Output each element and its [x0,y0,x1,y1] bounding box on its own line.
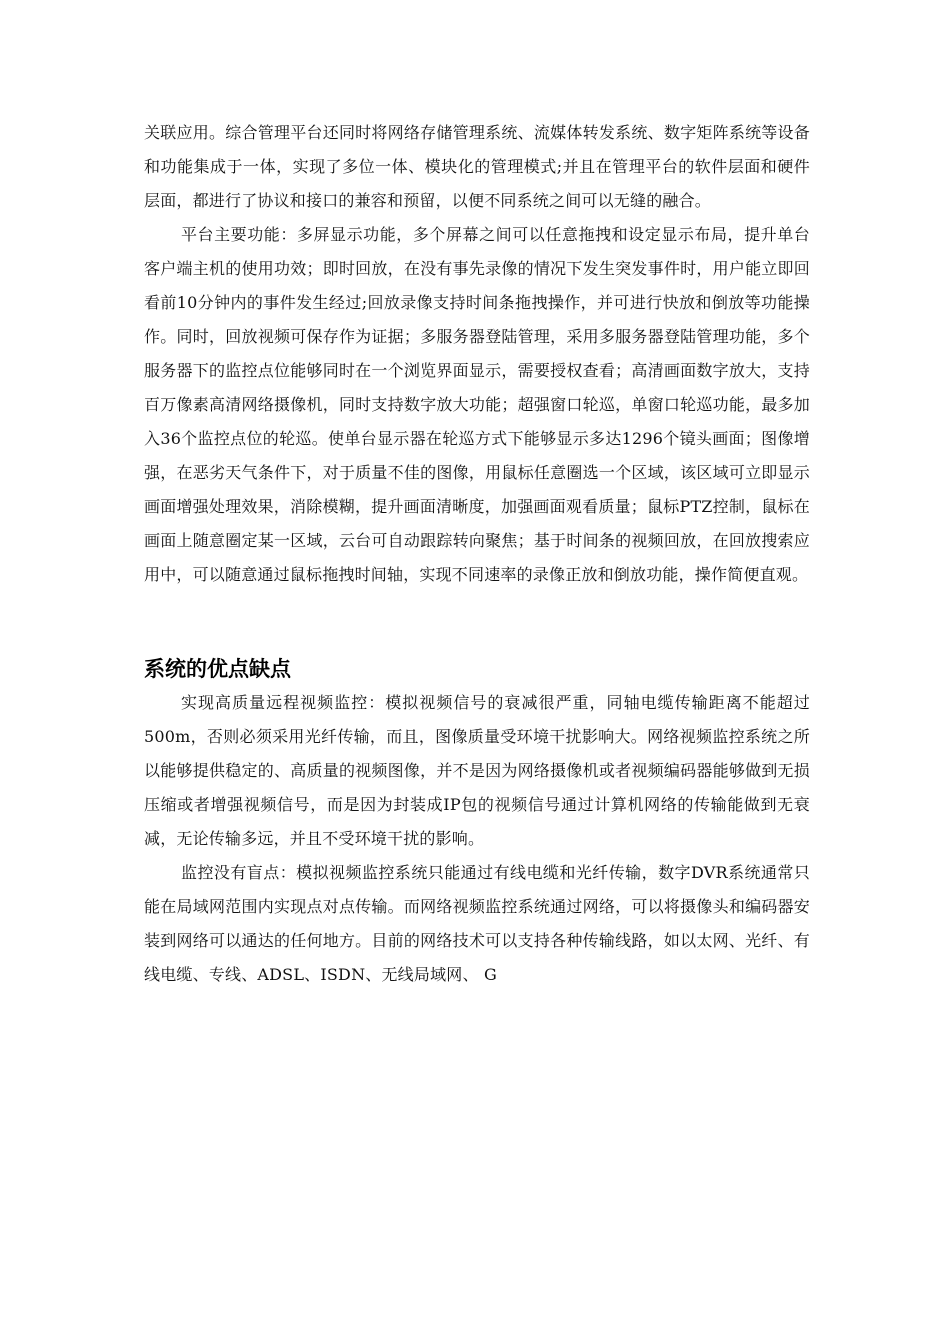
section-heading: 系统的优点缺点 [144,657,291,681]
paragraph-high-quality-monitoring: 实现高质量远程视频监控：模拟视频信号的衰减很严重，同轴电缆传输距离不能超过500m，否则必须采用光纤传输，而且，图像质量受环境干扰影响大。网络视频监控系统之所以能够提供稳定的、高质量的视频图像，并不是因为网络摄像机或者视频编码器能够做到无损压缩或者增强视频信号，而是因为封装成IP包的视频信号通过计算机网络的传输能做到无衰减，无论传输多远，并且不受环境干扰的影响。 [144,693,810,848]
document-page [144,116,810,992]
paragraph-no-blind-spots: 监控没有盲点：模拟视频监控系统只能通过有线电缆和光纤传输，数字DVR系统通常只能在局域网范围内实现点对点传输。而网络视频监控系统通过网络，可以将摄像头和编码器安装到网络可以通达的任何地方。目前的网络技术可以支持各种传输线路，如以太网、光纤、有线电缆、专线、ADSL、ISDN、无线局域网、 G [144,863,810,984]
paragraph-platform-features: 平台主要功能：多屏显示功能，多个屏幕之间可以任意拖拽和设定显示布局，提升单台客户端主机的使用功效；即时回放，在没有事先录像的情况下发生突发事件时，用户能立即回看前10分钟内的事件发生经过;回放录像支持时间条拖拽操作，并可进行快放和倒放等功能操作。同时，回放视频可保存作为证据；多服务器登陆管理，采用多服务器登陆管理功能，多个服务器下的监控点位能够同时在一个浏览界面显示，需要授权查看；高清画面数字放大，支持百万像素高清网络摄像机，同时支持数字放大功能；超强窗口轮巡，单窗口轮巡功能，最多加入36个监控点位的轮巡。使单台显示器在轮巡方式下能够显示多达1296个镜头画面；图像增强，在恶劣天气条件下，对于质量不佳的图像，用鼠标任意圈选一个区域，该区域可立即显示画面增强处理效果，消除模糊，提升画面清晰度，加强画面观看质量；鼠标PTZ控制，鼠标在画面上随意圈定某一区域，云台可自动跟踪转向聚焦；基于时间条的视频回放，在回放搜索应用中，可以随意通过鼠标拖拽时间轴，实现不同速率的录像正放和倒放功能，操作简便直观。 [144,225,810,584]
paragraph-continuation: 关联应用。综合管理平台还同时将网络存储管理系统、流媒体转发系统、数字矩阵系统等设备和功能集成于一体，实现了多位一体、模块化的管理模式;并且在管理平台的软件层面和硬件层面，都进行了协议和接口的兼容和预留，以便不同系统之间可以无缝的融合。 [144,123,810,210]
